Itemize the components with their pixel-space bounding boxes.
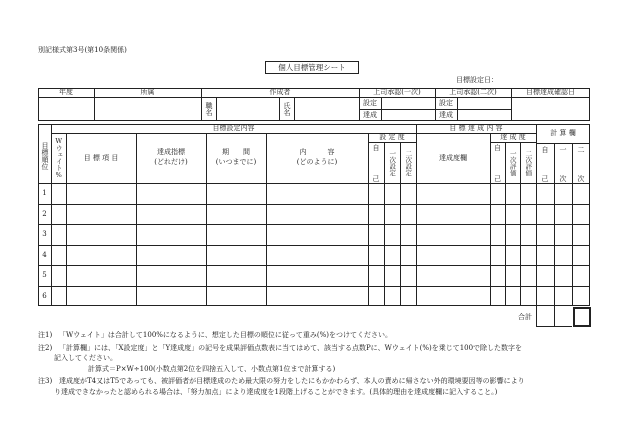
calc-first-char2: 次 bbox=[559, 175, 567, 183]
indicator-header-line2: (どれだけ) bbox=[154, 158, 188, 166]
boss1-set-label: 設定 bbox=[363, 98, 377, 107]
achieve-section-header: 目 標 達 成 内 容 bbox=[449, 124, 503, 132]
row-number: 5 bbox=[42, 271, 47, 279]
calc-self-char1: 自 bbox=[541, 146, 549, 154]
note3-label: 注3) bbox=[38, 377, 53, 385]
col-line bbox=[457, 97, 458, 121]
total-box bbox=[573, 307, 591, 327]
fiscal-year-label: 年度 bbox=[59, 88, 73, 96]
row-number: 6 bbox=[42, 291, 47, 300]
row-line bbox=[38, 245, 590, 246]
period-header-line1: 期 間 bbox=[222, 148, 250, 157]
degree-header: 達成度欄 bbox=[439, 153, 467, 162]
note2-formula: 計算式＝P×W÷100(小数点第2位を四捨五入して、小数点第1位まで計算する) bbox=[88, 365, 336, 373]
sheet-title: 個人目標管理シート bbox=[265, 61, 359, 74]
setting-level-header: 設 定 度 bbox=[379, 133, 405, 141]
note2-text-b: 記入してください。 bbox=[54, 354, 117, 362]
weight-header: Wウェイト% bbox=[54, 137, 63, 179]
setting-self-char2: 己 bbox=[372, 175, 380, 183]
boss2-approval-label: 上司承認(二次) bbox=[449, 88, 497, 96]
calc-second-char1: 二 bbox=[577, 146, 585, 154]
total-line bbox=[554, 306, 555, 326]
content-header bbox=[266, 133, 368, 183]
department-label: 所属 bbox=[140, 88, 155, 96]
name-label: 氏名 bbox=[283, 102, 291, 116]
col-line bbox=[381, 97, 382, 121]
total-line bbox=[536, 326, 572, 327]
first-setting-header: 一次設定 bbox=[388, 149, 397, 176]
rank-header: 目標順位 bbox=[41, 141, 49, 170]
period-header-line2: (いつまでに) bbox=[215, 158, 257, 166]
note1-label: 注1) bbox=[38, 331, 53, 339]
achieve-level-header: 達 成 度 bbox=[500, 133, 526, 141]
note1-text: 「Wウェイト」は合計して100%になるように、想定した目標の順位に従って重み(%)をつけてください。 bbox=[59, 331, 393, 339]
header-divider bbox=[38, 97, 590, 98]
goal-set-date-label: 目標設定日： bbox=[456, 76, 498, 84]
boss1-approval-label: 上司承認(一次) bbox=[373, 88, 421, 96]
form-code: 別記様式第3号(第10条関係) bbox=[38, 46, 127, 54]
row-number: 1 bbox=[42, 189, 47, 197]
row-number: 2 bbox=[42, 209, 47, 218]
calc-self-char2: 己 bbox=[541, 175, 549, 183]
indicator-header bbox=[136, 133, 206, 183]
calc-second-char2: 次 bbox=[577, 175, 585, 183]
goal-section-header: 目標設定内容 bbox=[212, 124, 255, 132]
col-line bbox=[294, 97, 295, 121]
boss2-set-label: 設定 bbox=[439, 98, 453, 107]
row-number: 4 bbox=[42, 250, 47, 259]
row-line bbox=[38, 224, 590, 225]
achieve-self-header bbox=[490, 145, 505, 183]
achieve-self-char2: 己 bbox=[494, 175, 501, 183]
row-line bbox=[38, 265, 590, 266]
setting-self-char1: 自 bbox=[372, 144, 380, 152]
calc-second-header bbox=[572, 147, 590, 183]
calc-self-header bbox=[536, 147, 554, 183]
calc-first-char1: 一 bbox=[559, 146, 567, 154]
calc-first-header bbox=[554, 147, 572, 183]
first-eval-header: 一次評価 bbox=[508, 149, 517, 176]
row-line bbox=[536, 143, 590, 144]
note2-label: 注2) bbox=[38, 344, 53, 352]
achieve-self-char1: 自 bbox=[494, 144, 501, 152]
row-line bbox=[38, 286, 590, 287]
final-confirm-label: 目標達成確認日 bbox=[526, 88, 575, 96]
col-line bbox=[216, 97, 217, 121]
position-label: 職名 bbox=[205, 102, 213, 116]
boss2-achieve-label: 達成 bbox=[439, 110, 453, 119]
total-line bbox=[536, 306, 537, 326]
row-line bbox=[38, 204, 590, 205]
total-label: 合計 bbox=[518, 313, 532, 321]
author-label: 作成者 bbox=[269, 88, 291, 96]
content-header-line2: (どのように) bbox=[296, 158, 338, 166]
note2-text-a: 「計算欄」には、「X設定度」と「Y達成度」の記号を成果評価点数表に当てはめて、該当する点数Pに、Wウェイト(%)を乗じて100で除した数字を bbox=[59, 344, 523, 352]
note3-text-b: り達成できなかったと認められる場合は、「努力加点」により達成度を1段階上げることができます。(具体的理由を達成度欄に記入すること。) bbox=[54, 388, 498, 396]
note3-text-a: 達成度がT4又はT5であっても、被評価者が目標達成のため最大限の努力をしたにもかかわらず、本人の責めに帰さない外的環境要因等の影響により bbox=[59, 377, 525, 385]
indicator-header-line1: 達成指標 bbox=[157, 148, 185, 157]
second-eval-header: 二次評価 bbox=[524, 149, 533, 176]
content-header-line1: 内 容 bbox=[299, 148, 335, 157]
goal-item-header: 目 標 項 目 bbox=[83, 153, 119, 162]
calc-section-header: 計 算 欄 bbox=[550, 129, 576, 137]
setting-self-header bbox=[368, 145, 384, 183]
boss1-achieve-label: 達成 bbox=[363, 110, 377, 119]
row-line bbox=[38, 183, 590, 184]
row-number: 3 bbox=[42, 230, 47, 238]
period-header bbox=[206, 133, 266, 183]
second-setting-header: 二次設定 bbox=[404, 149, 413, 176]
